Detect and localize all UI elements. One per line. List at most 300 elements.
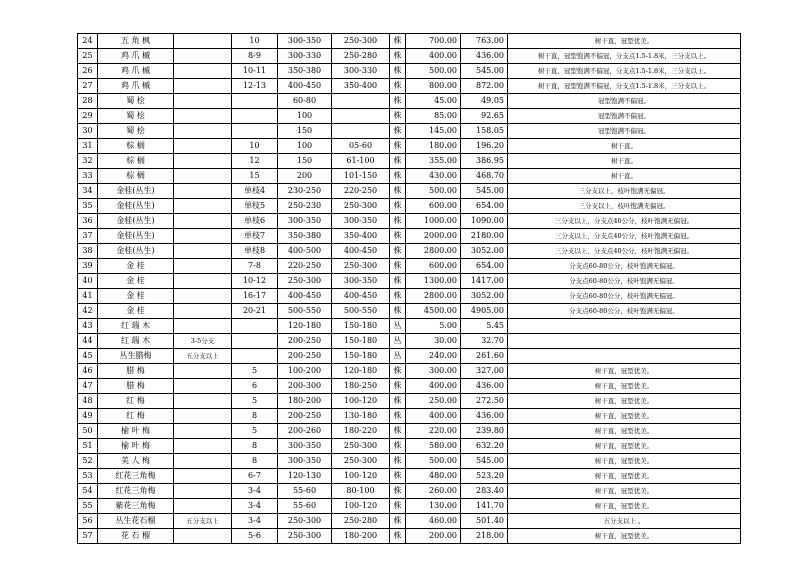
row-number-cell: 48 <box>78 394 98 409</box>
height-cell: 400-500 <box>278 244 332 259</box>
plant-name-cell: 丛生花石榴 <box>98 514 174 529</box>
plant-name-cell: 金 桂 <box>98 289 174 304</box>
diameter-cell: 3-4 <box>232 514 278 529</box>
diameter-cell: 15 <box>232 169 278 184</box>
branch-spec-cell <box>174 214 232 229</box>
row-number-cell: 27 <box>78 79 98 94</box>
plant-name-cell: 花 石 榴 <box>98 529 174 544</box>
height-cell: 200-250 <box>278 409 332 424</box>
height-cell: 120-180 <box>278 319 332 334</box>
price-with-tax-cell: 654.00 <box>461 259 508 274</box>
plant-name-cell: 红花三角梅 <box>98 469 174 484</box>
branch-spec-cell <box>174 484 232 499</box>
table-row <box>78 94 741 109</box>
remark-cell: 树干直，冠型优美。 <box>508 439 741 454</box>
unit-cell: 株 <box>390 199 406 214</box>
price-with-tax-cell: 283.40 <box>461 484 508 499</box>
height-cell: 200 <box>278 169 332 184</box>
row-number-cell: 40 <box>78 274 98 289</box>
remark-cell: 分支点60-80公分，枝叶饱满无偏冠。 <box>508 289 741 304</box>
row-number-cell: 29 <box>78 109 98 124</box>
row-number-cell: 32 <box>78 154 98 169</box>
table-row <box>78 484 741 499</box>
crown-width-cell: 300-330 <box>332 64 390 79</box>
price-cell: 430.00 <box>406 169 461 184</box>
diameter-cell: 单枝8 <box>232 244 278 259</box>
crown-width-cell: 300-350 <box>332 214 390 229</box>
crown-width-cell: 250-300 <box>332 454 390 469</box>
crown-width-cell: 400-450 <box>332 289 390 304</box>
unit-cell: 株 <box>390 244 406 259</box>
row-number-cell: 26 <box>78 64 98 79</box>
price-with-tax-cell: 32.70 <box>461 334 508 349</box>
row-number-cell: 28 <box>78 94 98 109</box>
height-cell: 250-300 <box>278 274 332 289</box>
table-row <box>78 109 741 124</box>
branch-spec-cell <box>174 379 232 394</box>
price-with-tax-cell: 3052.00 <box>461 289 508 304</box>
row-number-cell: 50 <box>78 424 98 439</box>
unit-cell: 株 <box>390 529 406 544</box>
crown-width-cell: 100-120 <box>332 469 390 484</box>
row-number-cell: 35 <box>78 199 98 214</box>
crown-width-cell <box>332 109 390 124</box>
crown-width-cell: 350-400 <box>332 229 390 244</box>
unit-cell: 株 <box>390 304 406 319</box>
remark-cell: 三分支以上，枝叶饱满无偏冠。 <box>508 199 741 214</box>
plant-name-cell: 丛生腊梅 <box>98 349 174 364</box>
unit-cell: 株 <box>390 259 406 274</box>
price-cell: 30.00 <box>406 334 461 349</box>
table-row <box>78 49 741 64</box>
branch-spec-cell <box>174 409 232 424</box>
price-with-tax-cell: 218.00 <box>461 529 508 544</box>
remark-cell: 三分支以上，分支点40公分，枝叶饱满无偏冠。 <box>508 229 741 244</box>
branch-spec-cell <box>174 469 232 484</box>
table-row <box>78 274 741 289</box>
branch-spec-cell <box>174 454 232 469</box>
price-with-tax-cell: 3052.00 <box>461 244 508 259</box>
remark-cell: 树干直，冠型优美。 <box>508 364 741 379</box>
height-cell: 55-60 <box>278 484 332 499</box>
diameter-cell: 单枝7 <box>232 229 278 244</box>
diameter-cell: 7-8 <box>232 259 278 274</box>
remark-cell: 树干直，冠型优美。 <box>508 409 741 424</box>
row-number-cell: 30 <box>78 124 98 139</box>
row-number-cell: 34 <box>78 184 98 199</box>
branch-spec-cell <box>174 154 232 169</box>
diameter-cell: 10 <box>232 139 278 154</box>
row-number-cell: 57 <box>78 529 98 544</box>
crown-width-cell: 180-200 <box>332 529 390 544</box>
height-cell: 100 <box>278 139 332 154</box>
row-number-cell: 39 <box>78 259 98 274</box>
plant-name-cell: 红 瑞 木 <box>98 319 174 334</box>
remark-cell <box>508 349 741 364</box>
price-cell: 145.00 <box>406 124 461 139</box>
plant-name-cell: 金桂(丛生) <box>98 199 174 214</box>
height-cell: 100 <box>278 109 332 124</box>
height-cell: 300-330 <box>278 49 332 64</box>
unit-cell: 株 <box>390 484 406 499</box>
price-cell: 700.00 <box>406 34 461 49</box>
table-row <box>78 469 741 484</box>
price-with-tax-cell: 523.20 <box>461 469 508 484</box>
table-row <box>78 439 741 454</box>
height-cell: 150 <box>278 124 332 139</box>
table-row <box>78 409 741 424</box>
diameter-cell <box>232 109 278 124</box>
unit-cell: 株 <box>390 514 406 529</box>
diameter-cell: 10-12 <box>232 274 278 289</box>
price-cell: 460.00 <box>406 514 461 529</box>
plant-name-cell: 红花三角梅 <box>98 484 174 499</box>
branch-spec-cell <box>174 364 232 379</box>
branch-spec-cell <box>174 439 232 454</box>
price-with-tax-cell: 327.00 <box>461 364 508 379</box>
table-row <box>78 289 741 304</box>
crown-width-cell <box>332 94 390 109</box>
height-cell: 300-350 <box>278 34 332 49</box>
table-row <box>78 424 741 439</box>
price-with-tax-cell: 49.05 <box>461 94 508 109</box>
crown-width-cell: 250-300 <box>332 34 390 49</box>
crown-width-cell: 350-400 <box>332 79 390 94</box>
unit-cell: 株 <box>390 49 406 64</box>
crown-width-cell: 250-300 <box>332 259 390 274</box>
height-cell: 200-250 <box>278 334 332 349</box>
remark-cell: 树干直。 <box>508 139 741 154</box>
row-number-cell: 54 <box>78 484 98 499</box>
plant-name-cell: 金桂(丛生) <box>98 184 174 199</box>
unit-cell: 株 <box>390 364 406 379</box>
price-cell: 85.00 <box>406 109 461 124</box>
remark-cell <box>508 334 741 349</box>
row-number-cell: 47 <box>78 379 98 394</box>
unit-cell: 丛 <box>390 319 406 334</box>
price-cell: 5.00 <box>406 319 461 334</box>
branch-spec-cell <box>174 304 232 319</box>
table-row <box>78 379 741 394</box>
price-cell: 45.00 <box>406 94 461 109</box>
diameter-cell: 5-6 <box>232 529 278 544</box>
diameter-cell: 16-17 <box>232 289 278 304</box>
price-with-tax-cell: 872.00 <box>461 79 508 94</box>
price-with-tax-cell: 158.05 <box>461 124 508 139</box>
height-cell: 250-300 <box>278 514 332 529</box>
plant-name-cell: 鸡 爪 槭 <box>98 49 174 64</box>
price-with-tax-cell: 545.00 <box>461 454 508 469</box>
branch-spec-cell <box>174 289 232 304</box>
plant-name-cell: 榆 叶 梅 <box>98 424 174 439</box>
remark-cell: 树干直，冠型优美。 <box>508 484 741 499</box>
row-number-cell: 53 <box>78 469 98 484</box>
unit-cell: 丛 <box>390 334 406 349</box>
diameter-cell: 10-11 <box>232 64 278 79</box>
branch-spec-cell <box>174 64 232 79</box>
table-row <box>78 514 741 529</box>
diameter-cell: 单枝4 <box>232 184 278 199</box>
price-with-tax-cell: 654.00 <box>461 199 508 214</box>
remark-cell: 树干直，冠型饱满不偏冠，分支点1.5-1.8米，三分支以上。 <box>508 49 741 64</box>
diameter-cell: 6 <box>232 379 278 394</box>
price-cell: 260.00 <box>406 484 461 499</box>
height-cell: 350-380 <box>278 229 332 244</box>
branch-spec-cell <box>174 169 232 184</box>
plant-name-cell: 美 人 梅 <box>98 454 174 469</box>
unit-cell: 丛 <box>390 349 406 364</box>
diameter-cell: 8 <box>232 409 278 424</box>
unit-cell: 株 <box>390 124 406 139</box>
height-cell: 300-350 <box>278 214 332 229</box>
plant-name-cell: 鸡 爪 槭 <box>98 79 174 94</box>
branch-spec-cell: 五分支以上 <box>174 349 232 364</box>
price-cell: 355.00 <box>406 154 461 169</box>
price-with-tax-cell: 501.40 <box>461 514 508 529</box>
row-number-cell: 24 <box>78 34 98 49</box>
crown-width-cell: 150-180 <box>332 319 390 334</box>
plant-name-cell: 棕 榈 <box>98 169 174 184</box>
diameter-cell: 5 <box>232 424 278 439</box>
price-with-tax-cell: 1417.00 <box>461 274 508 289</box>
table-row <box>78 34 741 49</box>
plant-name-cell: 红 梅 <box>98 394 174 409</box>
price-cell: 1000.00 <box>406 214 461 229</box>
table-row <box>78 244 741 259</box>
unit-cell: 株 <box>390 94 406 109</box>
plant-name-cell: 红 瑞 木 <box>98 334 174 349</box>
unit-cell: 株 <box>390 424 406 439</box>
height-cell: 500-550 <box>278 304 332 319</box>
branch-spec-cell <box>174 94 232 109</box>
price-with-tax-cell: 545.00 <box>461 64 508 79</box>
price-table <box>77 33 741 544</box>
plant-name-cell: 蜀 桧 <box>98 124 174 139</box>
price-with-tax-cell: 1090.00 <box>461 214 508 229</box>
diameter-cell: 20-21 <box>232 304 278 319</box>
plant-name-cell: 红 梅 <box>98 409 174 424</box>
unit-cell: 株 <box>390 379 406 394</box>
height-cell: 350-380 <box>278 64 332 79</box>
diameter-cell: 12 <box>232 154 278 169</box>
diameter-cell: 8-9 <box>232 49 278 64</box>
remark-cell: 分支点60-80公分，枝叶饱满无偏冠。 <box>508 259 741 274</box>
table-row <box>78 229 741 244</box>
diameter-cell <box>232 319 278 334</box>
remark-cell: 三分支以上，分支点40公分，枝叶饱满无偏冠。 <box>508 244 741 259</box>
table-row <box>78 349 741 364</box>
price-cell: 2800.00 <box>406 289 461 304</box>
row-number-cell: 31 <box>78 139 98 154</box>
height-cell: 300-350 <box>278 454 332 469</box>
plant-name-cell: 鸡 爪 槭 <box>98 64 174 79</box>
unit-cell: 株 <box>390 109 406 124</box>
price-with-tax-cell: 5.45 <box>461 319 508 334</box>
plant-name-cell: 五 角 枫 <box>98 34 174 49</box>
table-row <box>78 79 741 94</box>
crown-width-cell: 180-220 <box>332 424 390 439</box>
branch-spec-cell <box>174 139 232 154</box>
row-number-cell: 42 <box>78 304 98 319</box>
table-row <box>78 319 741 334</box>
height-cell: 200-260 <box>278 424 332 439</box>
row-number-cell: 37 <box>78 229 98 244</box>
diameter-cell: 12-13 <box>232 79 278 94</box>
crown-width-cell: 250-280 <box>332 514 390 529</box>
branch-spec-cell <box>174 124 232 139</box>
diameter-cell: 8 <box>232 454 278 469</box>
price-cell: 500.00 <box>406 454 461 469</box>
height-cell: 60-80 <box>278 94 332 109</box>
row-number-cell: 46 <box>78 364 98 379</box>
price-with-tax-cell: 239.80 <box>461 424 508 439</box>
price-with-tax-cell: 141.70 <box>461 499 508 514</box>
price-cell: 2800.00 <box>406 244 461 259</box>
unit-cell: 株 <box>390 184 406 199</box>
unit-cell: 株 <box>390 214 406 229</box>
price-cell: 1300.00 <box>406 274 461 289</box>
unit-cell: 株 <box>390 469 406 484</box>
price-cell: 400.00 <box>406 379 461 394</box>
crown-width-cell: 61-100 <box>332 154 390 169</box>
height-cell: 200-250 <box>278 349 332 364</box>
crown-width-cell: 150-180 <box>332 334 390 349</box>
remark-cell: 分支点60-80公分，枝叶饱满无偏冠。 <box>508 274 741 289</box>
remark-cell: 树干直，冠型饱满不偏冠，分支点1.5-1.8米，三分支以上。 <box>508 64 741 79</box>
diameter-cell: 5 <box>232 394 278 409</box>
row-number-cell: 49 <box>78 409 98 424</box>
row-number-cell: 56 <box>78 514 98 529</box>
branch-spec-cell <box>174 424 232 439</box>
unit-cell: 株 <box>390 79 406 94</box>
unit-cell: 株 <box>390 499 406 514</box>
diameter-cell <box>232 124 278 139</box>
price-with-tax-cell: 468.70 <box>461 169 508 184</box>
remark-cell: 三分支以上，分支点40公分，枝叶饱满无偏冠。 <box>508 214 741 229</box>
branch-spec-cell <box>174 274 232 289</box>
row-number-cell: 44 <box>78 334 98 349</box>
remark-cell: 树干直，冠型优美。 <box>508 424 741 439</box>
remark-cell: 冠型饱满不偏冠。 <box>508 94 741 109</box>
remark-cell: 冠型饱满不偏冠。 <box>508 124 741 139</box>
table-row <box>78 184 741 199</box>
row-number-cell: 25 <box>78 49 98 64</box>
table-row <box>78 259 741 274</box>
crown-width-cell: 100-120 <box>332 499 390 514</box>
crown-width-cell: 300-350 <box>332 274 390 289</box>
branch-spec-cell <box>174 529 232 544</box>
height-cell: 400-450 <box>278 79 332 94</box>
unit-cell: 株 <box>390 394 406 409</box>
row-number-cell: 38 <box>78 244 98 259</box>
remark-cell: 树干直。 <box>508 154 741 169</box>
table-row <box>78 334 741 349</box>
row-number-cell: 51 <box>78 439 98 454</box>
unit-cell: 株 <box>390 289 406 304</box>
remark-cell: 树干直，冠型优美。 <box>508 469 741 484</box>
unit-cell: 株 <box>390 154 406 169</box>
unit-cell: 株 <box>390 64 406 79</box>
diameter-cell: 3-4 <box>232 499 278 514</box>
unit-cell: 株 <box>390 454 406 469</box>
remark-cell: 树干直，冠型优美。 <box>508 394 741 409</box>
price-with-tax-cell: 436.00 <box>461 49 508 64</box>
branch-spec-cell <box>174 199 232 214</box>
price-cell: 4500.00 <box>406 304 461 319</box>
crown-width-cell: 180-250 <box>332 379 390 394</box>
table-row <box>78 304 741 319</box>
diameter-cell: 3-4 <box>232 484 278 499</box>
price-cell: 500.00 <box>406 184 461 199</box>
unit-cell: 株 <box>390 229 406 244</box>
plant-name-cell: 蜀 桧 <box>98 109 174 124</box>
row-number-cell: 41 <box>78 289 98 304</box>
price-cell: 180.00 <box>406 139 461 154</box>
crown-width-cell: 120-180 <box>332 364 390 379</box>
height-cell: 250-230 <box>278 199 332 214</box>
height-cell: 230-250 <box>278 184 332 199</box>
diameter-cell: 8 <box>232 439 278 454</box>
diameter-cell: 6-7 <box>232 469 278 484</box>
branch-spec-cell <box>174 259 232 274</box>
price-with-tax-cell: 92.65 <box>461 109 508 124</box>
crown-width-cell: 80-100 <box>332 484 390 499</box>
plant-name-cell: 腊 梅 <box>98 364 174 379</box>
branch-spec-cell: 五分支以上 <box>174 514 232 529</box>
price-table-body <box>78 34 741 544</box>
branch-spec-cell <box>174 499 232 514</box>
diameter-cell: 单枝5 <box>232 199 278 214</box>
remark-cell: 树干直，冠型优美。 <box>508 499 741 514</box>
row-number-cell: 43 <box>78 319 98 334</box>
height-cell: 100-200 <box>278 364 332 379</box>
height-cell: 120-130 <box>278 469 332 484</box>
crown-width-cell: 250-280 <box>332 49 390 64</box>
unit-cell: 株 <box>390 274 406 289</box>
remark-cell: 树干直，冠型优美。 <box>508 379 741 394</box>
price-cell: 2000.00 <box>406 229 461 244</box>
height-cell: 300-350 <box>278 439 332 454</box>
remark-cell: 树干直。 <box>508 169 741 184</box>
price-with-tax-cell: 272.50 <box>461 394 508 409</box>
plant-name-cell: 金 桂 <box>98 304 174 319</box>
crown-width-cell: 05-60 <box>332 139 390 154</box>
table-row <box>78 394 741 409</box>
plant-name-cell: 棕 榈 <box>98 154 174 169</box>
plant-name-cell: 金 桂 <box>98 274 174 289</box>
remark-cell <box>508 319 741 334</box>
plant-name-cell: 金桂(丛生) <box>98 214 174 229</box>
branch-spec-cell <box>174 79 232 94</box>
plant-name-cell: 蜀 桧 <box>98 94 174 109</box>
table-row <box>78 199 741 214</box>
crown-width-cell: 400-450 <box>332 244 390 259</box>
price-cell: 580.00 <box>406 439 461 454</box>
table-row <box>78 364 741 379</box>
crown-width-cell: 101-150 <box>332 169 390 184</box>
table-row <box>78 64 741 79</box>
table-row <box>78 124 741 139</box>
price-cell: 400.00 <box>406 49 461 64</box>
crown-width-cell: 100-120 <box>332 394 390 409</box>
height-cell: 200-300 <box>278 379 332 394</box>
plant-name-cell: 腊 梅 <box>98 379 174 394</box>
plant-name-cell: 棕 榈 <box>98 139 174 154</box>
price-cell: 220.00 <box>406 424 461 439</box>
remark-cell: 树干直，冠型优美。 <box>508 454 741 469</box>
remark-cell: 分支点60-80公分，枝叶饱满无偏冠。 <box>508 304 741 319</box>
table-row <box>78 529 741 544</box>
